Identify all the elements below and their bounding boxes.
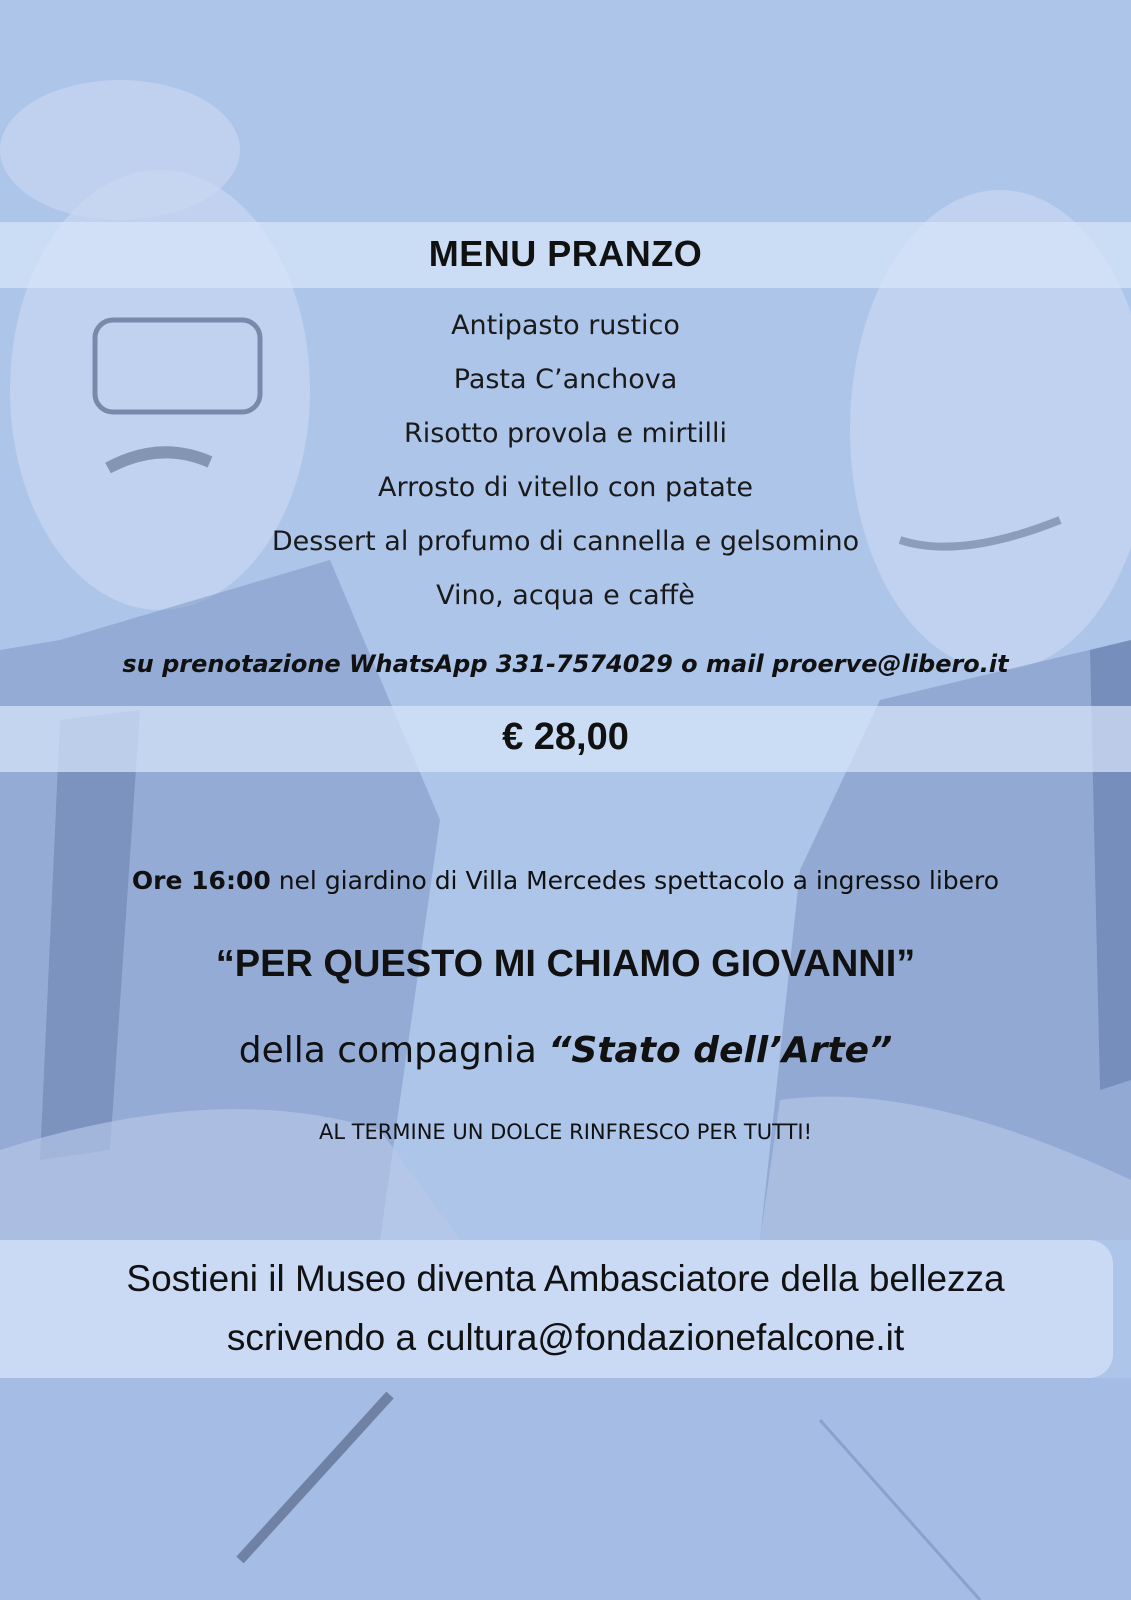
menu-price: € 28,00 (502, 716, 629, 758)
menu-item: Antipasto rustico (451, 310, 680, 341)
company-line (0, 1030, 1131, 1071)
booking-info: su prenotazione WhatsApp 331-7574029 o mail proerve@libero.it (122, 650, 1009, 678)
company-prefix: della compagnia (238, 1030, 549, 1071)
menu-title: MENU PRANZO (428, 233, 703, 274)
support-text-line1: Sostieni il Museo diventa Ambasciatore della bellezza (126, 1258, 1005, 1299)
event-info (0, 866, 1131, 895)
menu-item: Arrosto di vitello con patate (378, 472, 753, 503)
menu-item: Dessert al profumo di cannella e gelsomino (271, 526, 860, 557)
menu-item: Risotto provola e mirtilli (403, 418, 728, 449)
refreshment-note: AL TERMINE UN DOLCE RINFRESCO PER TUTTI! (318, 1120, 813, 1144)
event-description: nel giardino di Villa Mercedes spettacolo a ingresso libero (270, 866, 1000, 895)
play-title: “PER QUESTO MI CHIAMO GIOVANNI” (215, 943, 916, 985)
company-name: “Stato dell’Arte” (548, 1030, 893, 1071)
menu-item: Pasta C’anchova (453, 364, 678, 395)
event-time: Ore 16:00 (131, 866, 271, 895)
support-text-line2: scrivendo a cultura@fondazionefalcone.it (226, 1317, 905, 1358)
menu-item: Vino, acqua e caffè (436, 580, 695, 611)
